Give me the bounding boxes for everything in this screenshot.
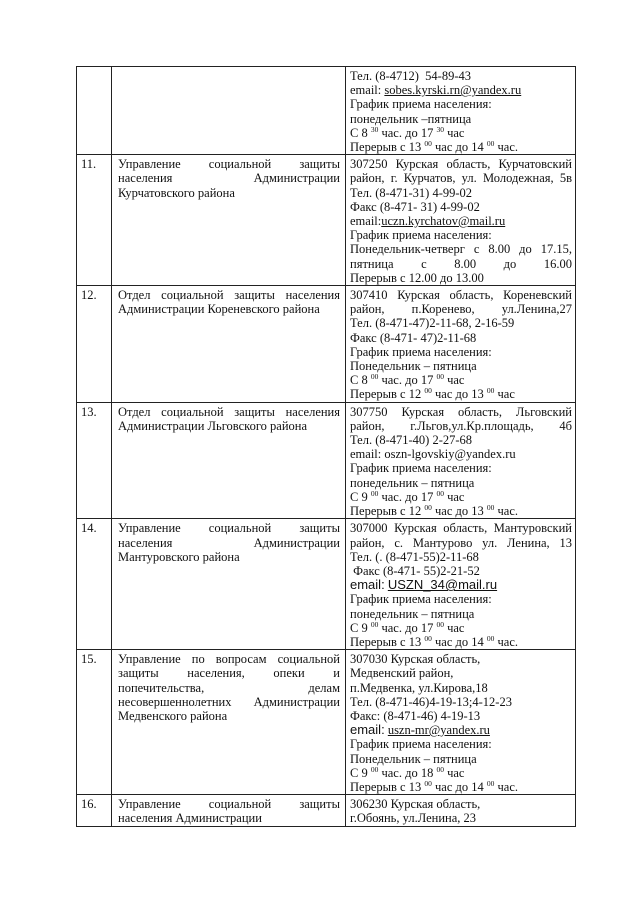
organization-name — [112, 67, 346, 155]
row-number: 16. — [77, 795, 112, 826]
organization-name — [112, 155, 346, 286]
contact-info: 307250 Курская область, Курчатовский район, г. Курчатов, ул. Молодежная, 5в Тел. (8-471-31) 4-99-02 Факс (8-471- 31) 4-99-02 email:uczn.kyrchatov@mail.ru График приема населения: Понедельник-четверг с 8.00 до 17.15, пятница с 8.00 до 16.00 Перерыв с 12.00 до 13.00 — [346, 155, 576, 286]
table-row — [77, 155, 576, 286]
contact-info: 306230 Курская область, г.Обоянь, ул.Ленина, 23 — [346, 795, 576, 826]
organization-text: Отдел социальной защиты населения Администрации Кореневского района — [118, 288, 340, 317]
services-table-body — [77, 67, 576, 827]
table-row — [77, 286, 576, 403]
table-row — [77, 650, 576, 795]
table-row — [77, 402, 576, 519]
organization-text: Управление социальной защиты населения Администрации Мантуровского района — [118, 521, 340, 564]
table-row — [77, 519, 576, 650]
contact-info: 307750 Курская область, Льговский район, г.Льгов,ул.Кр.площадь, 4б Тел. (8-471-40) 2-27-68 email: oszn-lgovskiy@yandex.ru График приема населения: понедельник – пятница С 9 $^{00}$ час. до 17 $^{00}$ час Перерыв с 12 $^{00}$ час до 13 $^{00}$ час. — [346, 402, 576, 519]
contact-info: 307030 Курская область, Медвенский район, п.Медвенка, ул.Кирова,18 Тел. (8-471-46)4-19-13;4-12-23 Факс: (8-471-46) 4-19-13 email: uszn-mr@yandex.ru График приема населения: Понедельник – пятница С 9 $^{00}$ час. до 18 $^{00}$ час Перерыв с 13 $^{00}$ час до 14 $^{00}$ час. — [346, 650, 576, 795]
organization-name — [112, 402, 346, 519]
contact-info: 307000 Курская область, Мантуровский район, с. Мантурово ул. Ленина, 13 Тел. (. (8-471-55)2-11-68 Факс (8-471- 55)2-21-52 email: USZN_34@mail.ru График приема населения: понедельник – пятница С 9 $^{00}$ час. до 17 $^{00}$ час Перерыв с 13 $^{00}$ час до 14 $^{00}$ час. — [346, 519, 576, 650]
organization-name — [112, 286, 346, 403]
table-row — [77, 67, 576, 155]
contact-info: 307410 Курская область, Кореневский район, п.Коренево, ул.Ленина,27 Тел. (8-471-47)2-11-68, 2-16-59 Факс (8-471- 47)2-11-68 График приема населения: Понедельник – пятница С 8 $^{00}$ час. до 17 $^{00}$ час Перерыв с 12 $^{00}$ час до 13 $^{00}$ час — [346, 286, 576, 403]
row-number: 13. — [77, 402, 112, 519]
organization-text: Отдел социальной защиты населения Администрации Льговского района — [118, 404, 340, 433]
row-number: 14. — [77, 519, 112, 650]
contact-info: Тел. (8-4712) 54-89-43 email: sobes.kyrski.rn@yandex.ru График приема населения: понедельник –пятница С 8 $^{30}$ час. до 17 $^{30}$ час Перерыв с 13 $^{00}$ час до 14 $^{00}$ час. — [346, 67, 576, 155]
organization-text: Управление социальной защиты населения Администрации — [118, 797, 340, 826]
row-number: 11. — [77, 155, 112, 286]
table-row — [77, 795, 576, 826]
organization-text: Управление по вопросам социальной защиты населения, опеки и попечительства, делам несовершеннолетних Администрации Медвенского района — [118, 652, 340, 723]
organization-name — [112, 795, 346, 826]
organization-text: Управление социальной защиты населения Администрации Курчатовского района — [118, 157, 340, 200]
organization-name — [112, 519, 346, 650]
organization-name — [112, 650, 346, 795]
services-table — [76, 66, 576, 827]
row-number: 12. — [77, 286, 112, 403]
row-number — [77, 67, 112, 155]
services-table-page — [76, 66, 576, 827]
row-number: 15. — [77, 650, 112, 795]
